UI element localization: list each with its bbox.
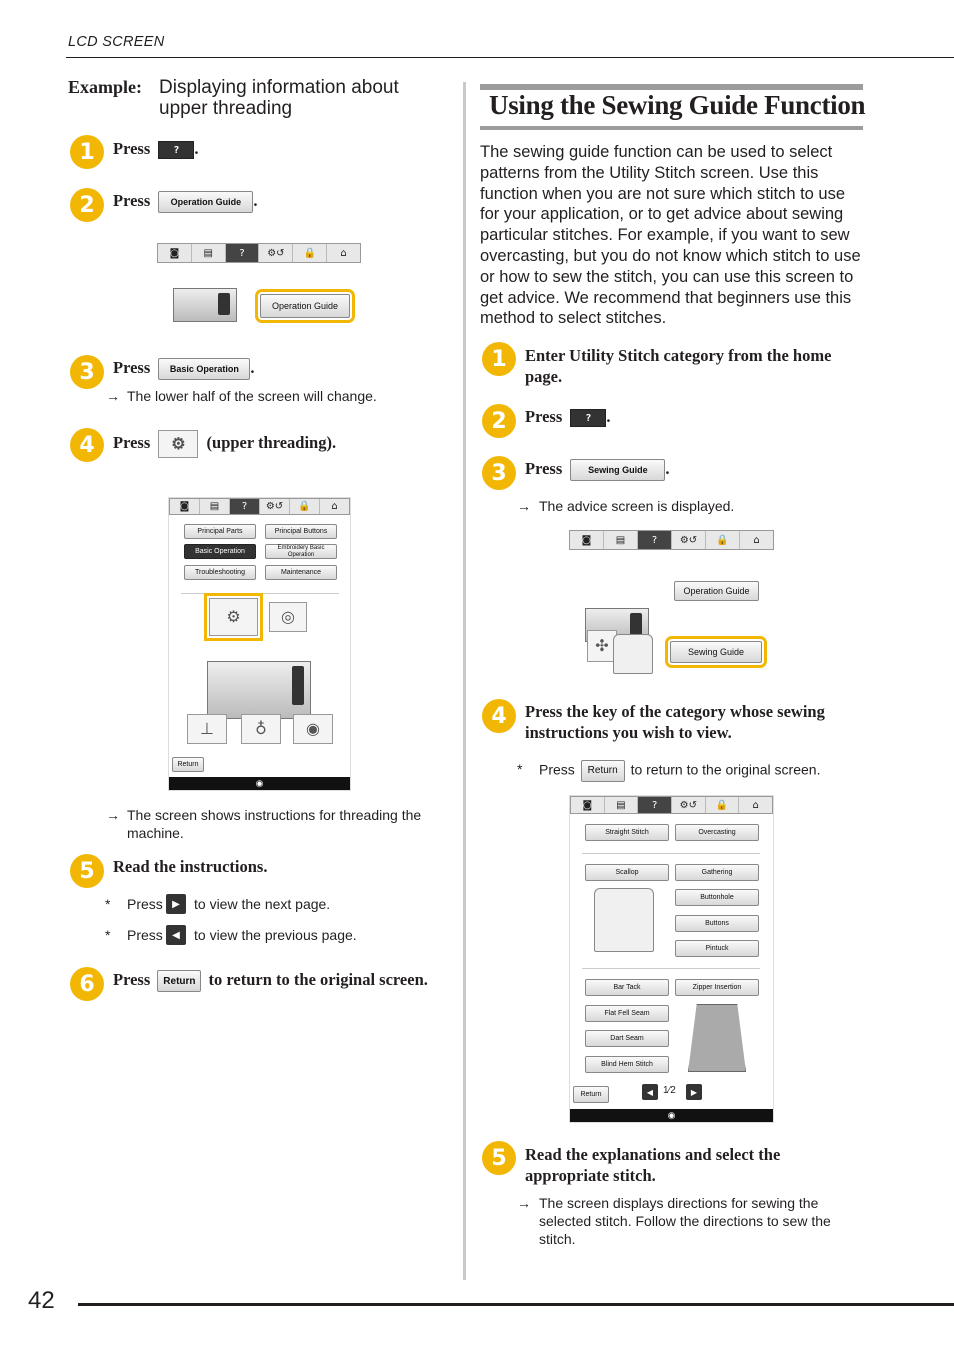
bobbin-icon[interactable]: ◉ <box>293 714 333 744</box>
step-6-text <box>113 969 428 992</box>
return-note: to return to the original screen. <box>630 761 821 778</box>
divider <box>181 593 339 594</box>
camera-icon[interactable]: ◙ <box>571 797 605 813</box>
period: . <box>194 139 199 158</box>
shirt-image <box>613 634 653 674</box>
footer-rule <box>78 1303 954 1306</box>
step-3-note: The lower half of the screen will change. <box>127 388 377 404</box>
skirt-image <box>688 1004 746 1072</box>
help-icon[interactable]: ? <box>570 409 606 427</box>
step-1-marker: 1 <box>70 135 104 169</box>
step-2-marker: 2 <box>70 188 104 222</box>
return-note: to return to the original screen. <box>208 970 428 989</box>
scallop-button[interactable]: Scallop <box>585 864 669 881</box>
return-button[interactable]: Return <box>172 757 204 772</box>
operation-guide-button[interactable]: Operation Guide <box>158 191 253 213</box>
bullet: * <box>517 761 523 777</box>
sewing-machine-image <box>173 288 237 322</box>
principal-buttons-button[interactable]: Principal Buttons <box>265 524 337 539</box>
document-icon[interactable]: ▤ <box>604 531 638 549</box>
step-4-text: Press the key of the category whose sewing instructions you wish to view. <box>525 702 825 742</box>
troubleshooting-button[interactable]: Troubleshooting <box>184 565 256 580</box>
period: . <box>665 459 670 478</box>
lcd-tab-bar <box>569 530 774 550</box>
bobbin-winding-icon[interactable]: ◎ <box>269 602 307 632</box>
next-page-note: to view the next page. <box>194 896 331 912</box>
upper-threading-icon[interactable]: ⚙ <box>158 430 198 458</box>
step-6-marker: 6 <box>70 967 104 1001</box>
next-page-icon[interactable]: ▶ <box>686 1084 702 1100</box>
embroidery-basic-operation-button[interactable]: Embroidery Basic Operation <box>265 544 337 559</box>
pintuck-button[interactable]: Pintuck <box>675 940 759 957</box>
press-label: Press <box>127 896 163 912</box>
section-title-rule <box>480 126 863 130</box>
period: . <box>253 191 258 210</box>
page-number: 42 <box>28 1287 55 1314</box>
press-label: Press <box>113 139 151 158</box>
column-divider <box>463 82 466 1280</box>
previous-page-note: to view the previous page. <box>194 927 357 943</box>
bullet: * <box>105 896 111 912</box>
step-3-text <box>113 357 255 380</box>
home-icon[interactable]: ⌂ <box>753 534 760 546</box>
divider <box>582 853 760 854</box>
step-4-text <box>113 430 336 458</box>
shirt-image <box>594 888 654 952</box>
press-label: Press <box>525 407 563 426</box>
basic-operation-button[interactable]: Basic Operation <box>184 544 256 559</box>
arrow-icon: → <box>517 498 531 514</box>
step-5-text: Read the instructions. <box>113 857 268 876</box>
info-icon: ◉ <box>667 1110 676 1120</box>
step-5-text: Read the explanations and select the appropriate stitch. <box>525 1145 781 1185</box>
step-4-note: The screen shows instructions for threading the machine. <box>127 807 422 841</box>
sewing-machine-image <box>207 661 311 719</box>
overcasting-button[interactable]: Overcasting <box>675 824 759 841</box>
camera-icon[interactable]: ◙ <box>158 244 192 262</box>
help-icon[interactable]: ? <box>230 499 260 514</box>
lcd-status-bar <box>169 777 350 790</box>
page-indicator: 1⁄2 <box>663 1085 676 1096</box>
example-label: Example: <box>68 77 142 97</box>
return-button[interactable]: Return <box>157 970 201 992</box>
bullet: * <box>105 927 111 943</box>
maintenance-button[interactable]: Maintenance <box>265 565 337 580</box>
lock-icon[interactable]: 🔒 <box>290 499 320 514</box>
section-title: Using the Sewing Guide Function <box>489 90 866 120</box>
bar-tack-button[interactable]: Bar Tack <box>585 979 669 996</box>
arrow-icon: → <box>517 1195 531 1211</box>
return-button[interactable]: Return <box>573 1086 609 1103</box>
step-5-note: The screen displays directions for sewing the selected stitch. Follow the directions to sew the stitch. <box>539 1195 831 1247</box>
lcd-tab-bar <box>157 243 361 263</box>
help-icon[interactable]: ? <box>158 141 194 159</box>
lcd-status-bar <box>570 1109 773 1122</box>
lcd-tab-bar <box>169 498 350 515</box>
upper-threading-icon[interactable]: ⚙ <box>209 598 258 636</box>
arrow-icon: → <box>106 807 120 823</box>
camera-icon[interactable]: ◙ <box>170 499 200 514</box>
step-5-marker: 5 <box>70 854 104 888</box>
lcd-screen-figure-1 <box>157 243 361 263</box>
step-5-marker: 5 <box>482 1141 516 1175</box>
header-rule <box>66 57 954 58</box>
sewing-guide-button[interactable]: Sewing Guide <box>570 459 665 481</box>
help-icon[interactable]: ? <box>226 244 260 262</box>
period: . <box>250 358 255 377</box>
lock-icon[interactable]: 🔒 <box>706 797 740 813</box>
camera-icon[interactable]: ◙ <box>570 531 604 549</box>
lock-icon[interactable]: 🔒 <box>706 531 740 549</box>
step-2-marker: 2 <box>482 404 516 438</box>
step-4-note <box>539 760 820 782</box>
home-icon[interactable]: ⌂ <box>331 501 338 512</box>
operation-guide-button[interactable]: Operation Guide <box>674 581 759 601</box>
next-page-icon[interactable]: ▶ <box>166 894 186 914</box>
press-label: Press <box>127 927 163 943</box>
divider <box>582 968 760 969</box>
gathering-button[interactable]: Gathering <box>675 864 759 881</box>
lcd-screen-figure-2 <box>168 497 351 791</box>
step-1-text: Enter Utility Stitch category from the home page. <box>525 346 832 386</box>
return-button[interactable]: Return <box>581 760 625 782</box>
blind-hem-stitch-button[interactable]: Blind Hem Stitch <box>585 1056 669 1073</box>
press-label: Press <box>113 970 151 989</box>
previous-page-icon[interactable]: ◀ <box>166 925 186 945</box>
document-icon[interactable]: ▤ <box>200 499 230 514</box>
pattern-icon: ✣ <box>587 630 617 662</box>
flat-fell-seam-button[interactable]: Flat Fell Seam <box>585 1005 669 1022</box>
buttons-button[interactable]: Buttons <box>675 915 759 932</box>
lcd-tab-bar <box>570 796 773 814</box>
help-icon[interactable]: ? <box>638 531 672 549</box>
lock-icon[interactable]: 🔒 <box>293 244 327 262</box>
step-3-marker: 3 <box>482 456 516 490</box>
previous-page-icon[interactable]: ◀ <box>642 1084 658 1100</box>
principal-parts-button[interactable]: Principal Parts <box>184 524 256 539</box>
press-label: Press <box>539 761 575 778</box>
press-label: Press <box>113 358 151 377</box>
info-icon: ◉ <box>255 778 264 788</box>
basic-operation-button[interactable]: Basic Operation <box>158 358 250 380</box>
example-text: Displaying information about upper threading <box>159 77 399 119</box>
press-label: Press <box>525 459 563 478</box>
settings-icon[interactable]: ⚙↺ <box>672 797 706 813</box>
period: . <box>606 407 611 426</box>
operation-guide-button[interactable]: Operation Guide <box>260 294 350 318</box>
step-4-marker: 4 <box>482 699 516 733</box>
settings-icon[interactable]: ⚙↺ <box>260 499 290 514</box>
home-icon[interactable]: ⌂ <box>752 799 759 811</box>
lcd-screen-figure-3 <box>569 530 774 550</box>
dart-seam-button[interactable]: Dart Seam <box>585 1030 669 1047</box>
zipper-insertion-button[interactable]: Zipper Insertion <box>675 979 759 996</box>
step-3-note: The advice screen is displayed. <box>539 498 735 514</box>
step-4-marker: 4 <box>70 428 104 462</box>
document-icon[interactable]: ▤ <box>605 797 639 813</box>
step-1-text <box>113 138 199 159</box>
step-2-text <box>113 190 258 213</box>
step-3-text <box>525 458 670 481</box>
intro-paragraph: The sewing guide function can be used to select patterns from the Utility Stitch screen. Use this function when you are not sure which stitch to use for your application, or to get advice about sewing particular stitches. For example, if you want to sew overcasting, but you do not know which stitch to use or how to sew the stitch, you can use this screen to get advice. We recommend that beginners use this method to select stitches. <box>480 143 861 328</box>
needle-threading-icon[interactable]: ⊥ <box>187 714 227 744</box>
step-3-marker: 3 <box>70 355 104 389</box>
presser-foot-icon[interactable]: ♁ <box>241 714 281 744</box>
settings-icon[interactable]: ⚙↺ <box>259 244 293 262</box>
help-icon[interactable]: ? <box>638 797 672 813</box>
sewing-guide-button[interactable]: Sewing Guide <box>670 641 762 663</box>
step-2-text <box>525 406 611 427</box>
press-label: Press <box>113 191 151 210</box>
straight-stitch-button[interactable]: Straight Stitch <box>585 824 669 841</box>
buttonhole-button[interactable]: Buttonhole <box>675 889 759 906</box>
upper-threading-label: (upper threading). <box>206 432 337 452</box>
step-1-marker: 1 <box>482 342 516 376</box>
settings-icon[interactable]: ⚙↺ <box>672 531 706 549</box>
document-icon[interactable]: ▤ <box>192 244 226 262</box>
home-icon[interactable]: ⌂ <box>340 247 347 259</box>
arrow-icon: → <box>106 388 120 404</box>
running-header: LCD SCREEN <box>68 34 165 50</box>
lcd-screen-figure-4 <box>569 795 774 1123</box>
press-label: Press <box>113 432 151 452</box>
